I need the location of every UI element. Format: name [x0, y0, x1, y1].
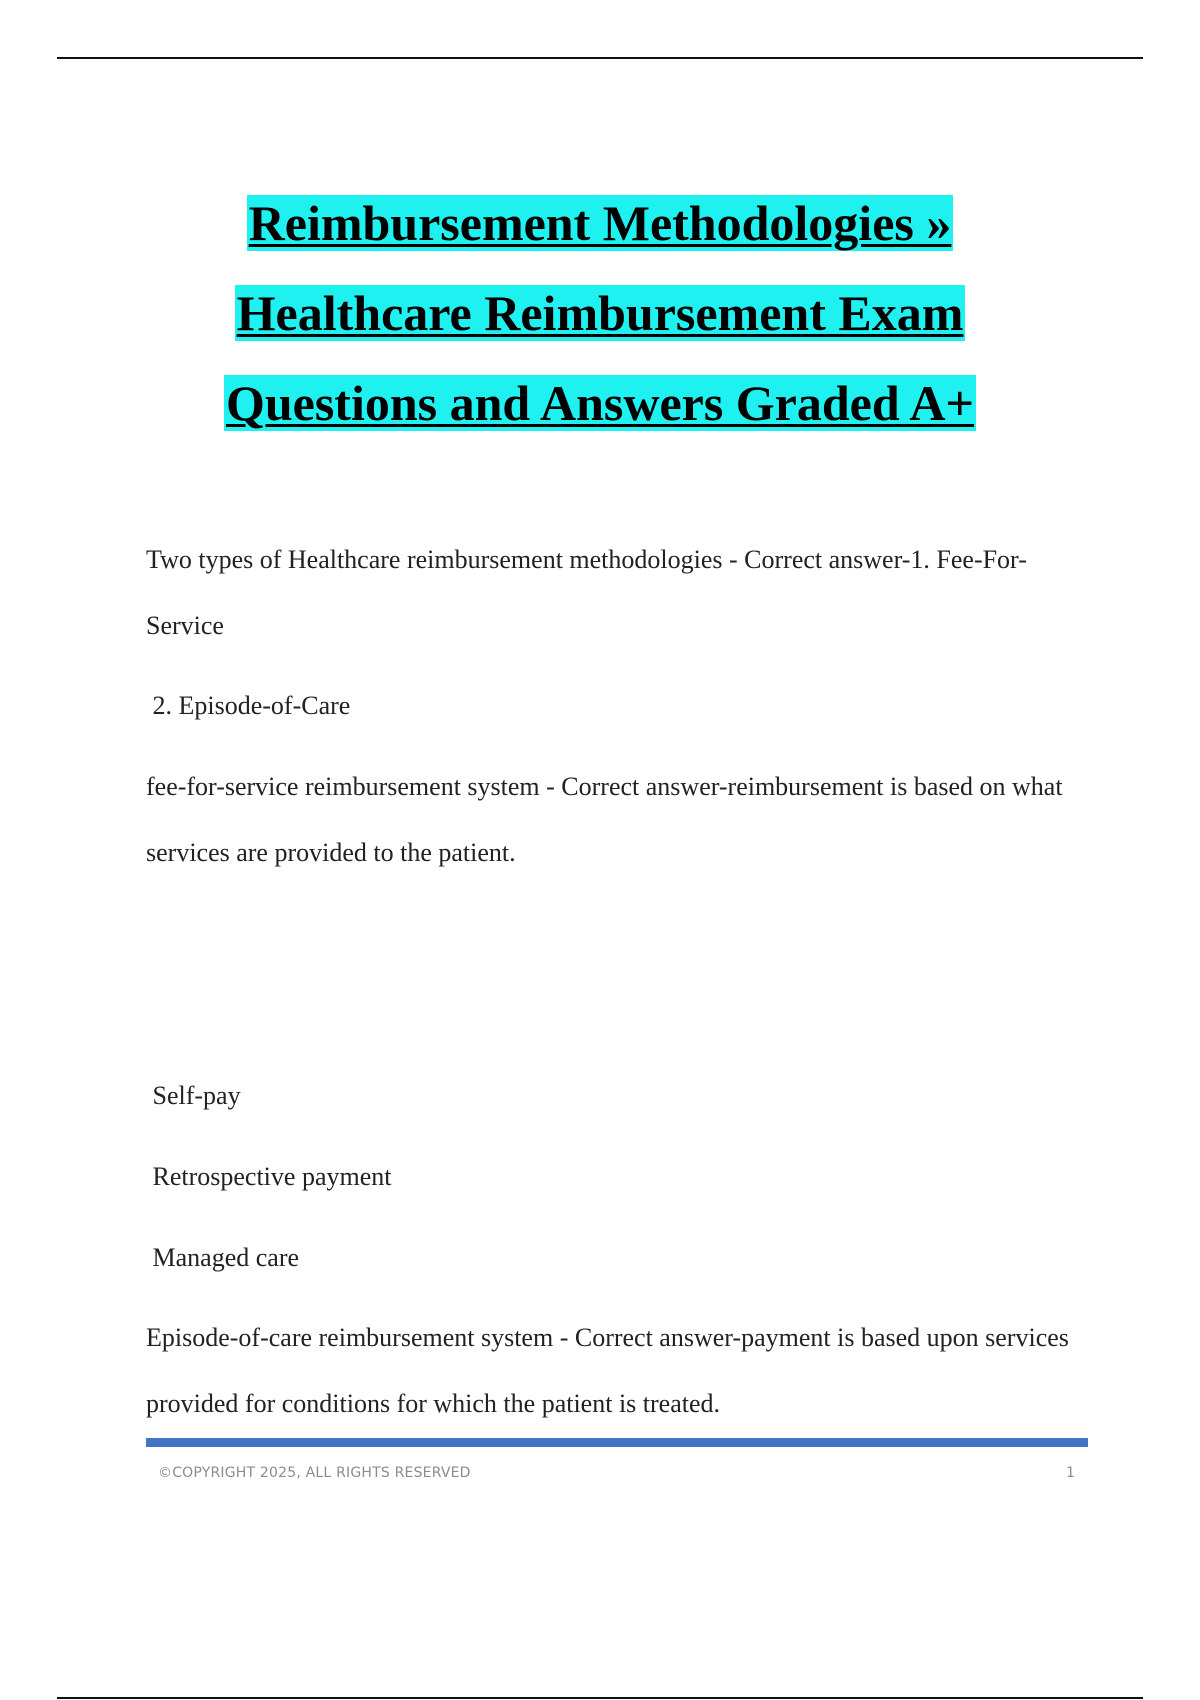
- list-item-episode-of-care: 2. Episode-of-Care: [146, 691, 351, 720]
- title-line-1: [0, 178, 1200, 268]
- footer-copyright: ©COPYRIGHT 2025, ALL RIGHTS RESERVED: [158, 1465, 471, 1481]
- qa-paragraph-types: Two types of Healthcare reimbursement methodologies - Correct answer-1. Fee-For-Service: [146, 545, 1027, 640]
- list-item-retrospective-payment: Retrospective payment: [146, 1162, 392, 1191]
- top-page-rule: [57, 57, 1143, 59]
- bottom-page-rule: [57, 1697, 1143, 1699]
- qa-paragraph-fee-for-service: fee-for-service reimbursement system - Correct answer-reimbursement is based on what services are provided to the patient.: [146, 772, 1063, 867]
- footer-page-number: 1: [1066, 1465, 1075, 1481]
- title-line-1-text: Reimbursement Methodologies »: [248, 195, 952, 251]
- footer-divider-bar: [146, 1438, 1088, 1447]
- title-line-3-text: Questions and Answers Graded A+: [225, 375, 975, 431]
- qa-paragraph-episode-of-care: Episode-of-care reimbursement system - Correct answer-payment is based upon services provided for conditions for which the patient is treated.: [146, 1323, 1069, 1418]
- document-title: [0, 178, 1200, 448]
- title-line-2-text: Healthcare Reimbursement Exam: [236, 285, 964, 341]
- title-line-3: [0, 358, 1200, 448]
- list-item-managed-care: Managed care: [146, 1243, 300, 1272]
- title-line-2: [0, 268, 1200, 358]
- list-item-self-pay: Self-pay: [146, 1081, 241, 1110]
